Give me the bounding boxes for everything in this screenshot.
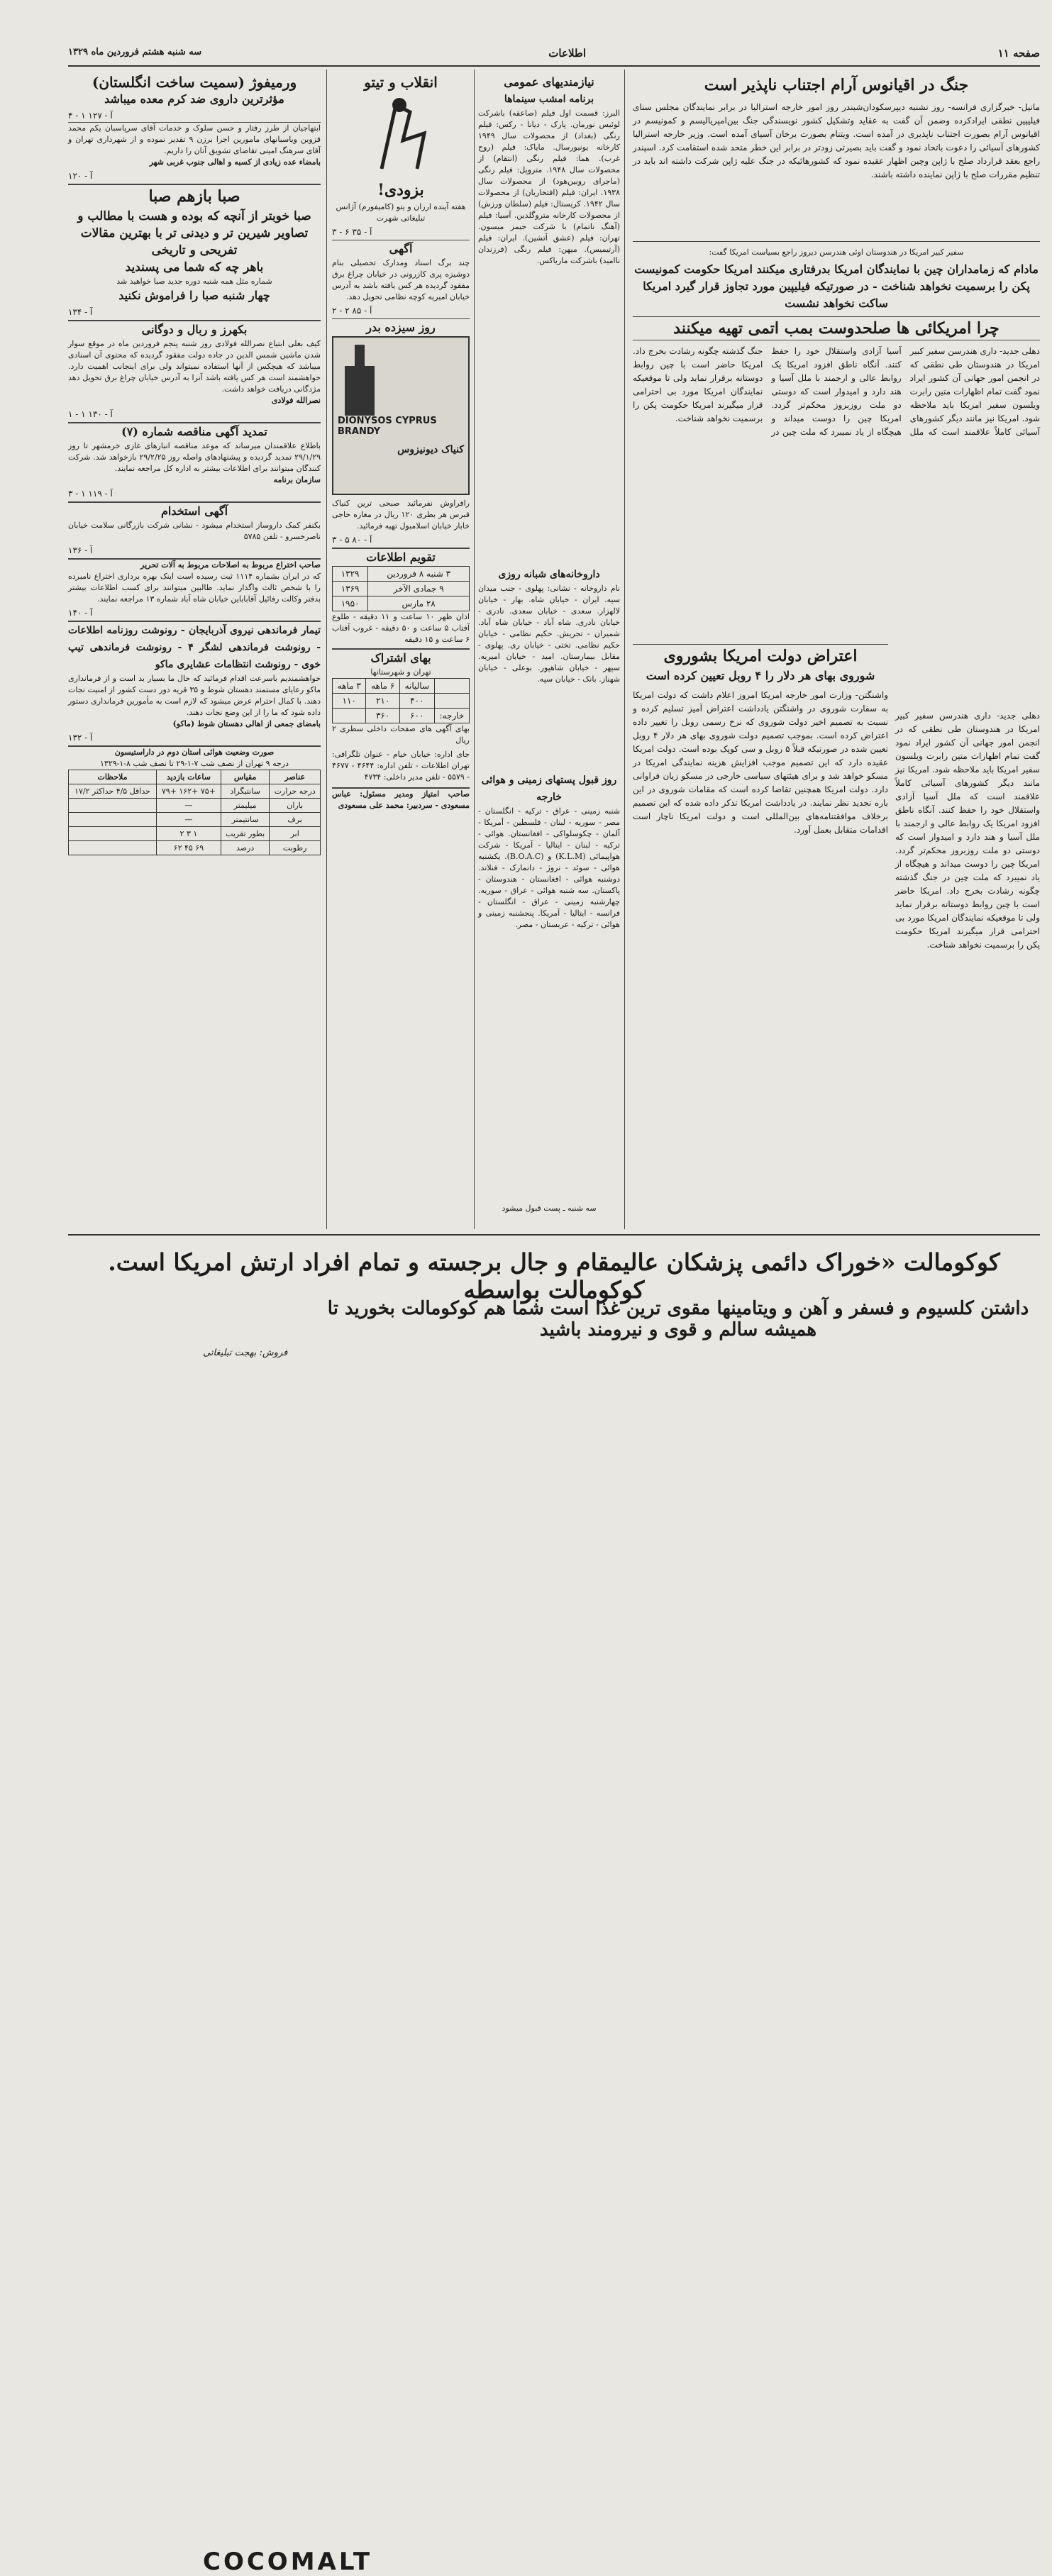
col-head: ۳ ماهه <box>333 679 366 694</box>
col-head: ۶ ماهه <box>366 679 399 694</box>
cell: سانتیگراد <box>221 784 270 799</box>
column-rule <box>326 70 327 1229</box>
weather-row <box>69 784 321 799</box>
ad-code: آ - ۱۴۰ <box>68 608 93 618</box>
cocomalt-logo: COCOMALT <box>203 2548 373 2576</box>
page-number: صفحه ۱۱ <box>997 47 1040 60</box>
weather-table <box>68 770 321 855</box>
pharmacy-listing: نام داروخانه - نشانی: پهلوی - جنب میدان سپه. ایران - خیابان شاه. بهار - خیابان لالهزار. سعدی - خیابان سعدی. نادری - خیابان نادری. شاه آباد - خیابان شاه آباد. شمیران - تجریش. حکیم نظامی - خیابان حکیم نظامی. تختی - خیابان ری. پهلوی - مقابل بیمارستان. امید - خیابان امیریه. سپهر - خیابان شاهپور. بوعلی - خیابان شهناز. بانک - خیابان سپه. <box>478 584 620 684</box>
ad-code: آ - ۱۳۰ ۱ - ۱ <box>68 409 113 419</box>
book-title: انقلاب و تیتو <box>364 74 438 91</box>
section-title: نیازمندیهای عمومی <box>504 75 594 89</box>
brandy-ad <box>332 336 470 495</box>
tito-illustration <box>332 91 470 176</box>
prayer-times: اذان ظهر ۱۰ ساعت و ۱۱ دقیقه - طلوع آفتاب ۵ ساعت و ۵۰ دقیقه - غروب آفتاب ۶ ساعت و ۱۵ دقیقه <box>332 612 470 644</box>
notice-title: صاحب اختراع مربوط به اصلاحات مربوط به آلات تحریر <box>68 558 321 571</box>
saba-title: صبا بازهم صبا <box>68 184 321 208</box>
cell <box>69 841 157 855</box>
price <box>333 709 366 723</box>
weather-subheading: درجه ۹ تهران از نصف شب ۷-۱-۲۹ تا نصف شب ۸-۱-۱۳۲۹ <box>100 759 289 768</box>
cell: — <box>156 813 221 827</box>
brand-name: DIONYSOS CYPRUS BRANDY <box>338 416 437 437</box>
page-header <box>68 44 1040 67</box>
notice-signature: بامضای جمعی از اهالی دهستان شوط (ماکو) <box>172 719 321 728</box>
col-head: ساعات بازدید <box>156 770 221 784</box>
cell: حداقل ۴/۵ حداکثر ۱۷/۲ <box>69 784 157 799</box>
cell: میلیمتر <box>221 799 270 813</box>
weather-row <box>69 841 321 855</box>
col-head: ملاحظات <box>69 770 157 784</box>
cell <box>69 799 157 813</box>
bottle-icon <box>340 345 383 416</box>
headline: اعتراض دولت امریکا بشوروی <box>633 644 888 667</box>
notice-body: خواهشمندیم باسرعت اقدام فرمائید که حال ما بسیار بد است و از فرمانداری ماکو رعایای مستمند دهستان شوط و ۳۵ قریه دور دست کشور از امنیت نجات دهند. با کمال احترام عرض میشود که لازم است به مأمورین فرمانداری دستور داده شود که ما را از این وضع نجات دهند. <box>68 674 321 717</box>
notice-signature: بامضاء عده زیادی از کسبه و اهالی جنوب غربی شهر <box>149 157 321 167</box>
price: ۴۰۰ <box>399 694 434 709</box>
calendar-table <box>332 566 470 611</box>
cell: +۷۵ +۱۶۲ +۷۹ <box>156 784 221 799</box>
ads-column <box>332 74 470 811</box>
cell: رطوبت <box>270 841 321 855</box>
cell: ۶۹ ۴۵ ۶۲ <box>156 841 221 855</box>
ad-line-1: کوکومالت «خوراک دائمی پزشکان عالیمقام و جال برجسته و تمام افراد ارتش امریکا است. کوکومالت بواسطه <box>108 1248 1000 1304</box>
weather-header-row <box>69 770 321 784</box>
cell: سانتیمتر <box>221 813 270 827</box>
ad-code: آ - ۱۳۲ <box>68 733 93 743</box>
headline: چرا امریکائی ها صلحدوست بمب اتمی تهیه میکنند <box>633 316 1040 340</box>
col-head: عناصر <box>270 770 321 784</box>
calendar-year: ۱۳۶۹ <box>333 582 368 596</box>
brand-name-fa: کنیاک دیونیزوس <box>397 444 464 455</box>
ad-code: آ - ۱۲۷ ۱ - ۴ <box>68 111 113 121</box>
brandy-text: رافراوش نفرمائید صبحی ترین کنیاک قبرس هر بطری ۱۲۰ ریال در مغازه حاجی خابار خیابان اسلامبول تهیه فرمائید. <box>332 499 470 531</box>
cell: درصد <box>221 841 270 855</box>
cell: — <box>156 799 221 813</box>
article-henderson <box>633 247 1040 657</box>
ad-code: آ - ۱۲۰ <box>68 171 93 181</box>
notice-title: تمدید آگهی مناقصه شماره (۷) <box>68 422 321 440</box>
issue-date: سه شنبه هشتم فروردین ماه ۱۳۲۹ <box>68 47 202 57</box>
calendar-row <box>333 567 470 582</box>
price: ۱۱۰ <box>333 694 366 709</box>
cell: بطور تقریب <box>221 827 270 841</box>
bottle-neck <box>355 345 365 366</box>
illustration-head <box>392 98 406 112</box>
post-listing: شنبه زمینی - عراق - ترکیه - انگلستان - مصر - سوریه - لبنان - فلسطین - آمریکا - آلمان - چکوسلواکی - افغانستان. هوائی - ترکیه - لبنان - ایتالیا - آمریکا - شرکت هواپیمائی (K.L.M) و (B.O.A.C). یکشنبه هوائی - سوئد - نروژ - دانمارک - فنلاند. دوشنبه هوائی - افغانستان - هندوستان - پاکستان. سه شنبه هوائی - عراق - سوریه. چهارشنبه زمینی - عراق - انگلستان - فرانسه - ایتالیا - آمریکا. پنجشنبه زمینی و هوائی - ترکیه - عربستان - مصر. <box>478 806 620 929</box>
classifieds-column <box>478 74 620 1214</box>
divider <box>633 241 1040 242</box>
notice-body: ابتهاجیان از طرز رفتار و حسن سلوک و خدمات آقای سرپاسبان یکم محمد قزوین ویاسبانهای مامورین اجرا برزن ۹ تقدیر نموده و از شهرداری تهران و آقای سرهنگ امینی تقاضای تشویق آنان را داریم. <box>68 123 321 155</box>
notice-body: چند برگ اسناد ومدارک تحصیلی بنام دوشیزه پری کازرونی در خیابان چراغ برق مفقود گردیده هر کس یافته باشد به آدرس خیابان امیریه کوچه نظامی تحویل دهد. <box>332 258 470 301</box>
notice-title: ورمیفوژ (سمیت ساخت انگلستان) <box>92 74 297 91</box>
calendar-year: ۱۹۵۰ <box>333 596 368 611</box>
owner-line: صاحب امتیاز ومدیر مسئول: عباس مسعودی - سردبیر: محمد علی مسعودی <box>332 787 470 811</box>
calendar-row <box>333 596 470 611</box>
weather-row <box>69 799 321 813</box>
ad-code: آ - ۱۳۴ <box>68 307 93 317</box>
notice-subtitle: مؤثرترین داروی ضد کرم معده میباشد <box>104 92 284 106</box>
col-head: مقیاس <box>221 770 270 784</box>
bottle-body <box>345 366 375 416</box>
notice-body: باطلاع علاقمندان میرساند که موعد مناقصه انبارهای غازی خرمشهر تا روز ۲۹/۱/۲۹ تمدید گردیده و پیشنهادهای واصله روز ۲۹/۲/۲۵ بازخواهد شد. شرکت کنندگان میتوانند برای اطلاعات بیشتر به اداره کل مراجعه نمایند. <box>68 441 321 473</box>
calendar-day: ۲۸ مارس <box>368 596 470 611</box>
saba-body: شماره مثل همه شنبه دوره جدید صبا خواهید شد <box>116 277 272 286</box>
cell: ابر <box>270 827 321 841</box>
ad-code: آ - ۱۱۹ ۱ - ۳ <box>68 489 113 499</box>
article-soviet-protest <box>633 644 888 1221</box>
cinema-heading: برنامه امشب سینماها <box>504 94 594 105</box>
pharmacy-heading: داروخانه‌های شبانه روزی <box>498 569 600 580</box>
cinema-listing: البرز: قسمت اول فیلم (صاعقه) باشرکت لوئیس نورمان. پارک - دیانا - رکس: فیلم رنگی (بغداد) از محصولات سال ۱۹۴۹ کارخانه یونیورسال. مایاک: فیلم (روح غرب). هما: فیلم رنگی (انتقام) از محصولات سال ۱۹۴۸. متروپل: فیلم رنگی (ماجرای روبین‌هود) از محصولات سال ۱۹۳۸. ایران: فیلم (افتخاریان) از محصولات سال ۱۹۴۲. کریستال: فیلم (سلطان ورزش) از محصولات کارخانه متروگلدین. آسیا: فیلم (آهنگ ناتمام) با شرکت جیمز میسون. تهران: فیلم (عشق آتشین). ایران: فیلم (آرتیمیس). میهن: فیلم رنگی (فرزندان ناامید) باشرکت ماریاکس. <box>478 109 620 265</box>
article-body: مانیل- خبرگزاری فرانسه- روز نشنبه دیپرسکودان‌شیندر روز امور خارجه استرالیا در برابر نمایندگان مجلس سنای فیلیپین نطقی ایرادکرده وضمن آن گفت به عقاید وتشکیل کشور نویسندگی جنگ بین‌امپریالیسم و کمونیسم در اقیانوس آرام بصورت اجتناب ناپذیری در آمده است. ویتنام بصورت برخان آسیای آمده است. وزیر خارجه استرالیا کشورهای آسیائی را دعوت باتحاد نمود و گفت باید بصیرتی زودتر در برابر این خطر متحد شده استقامت کرد. اسپندر راجع بعقد قرارداد صلح با ژاپن وچین اظهار عقیده نمود که کشورهائیکه در جنگ علیه ژاپن شرکت داشته اند باید در تنظیم مقررات صلح با ژاپن نماینده داشته باشند. <box>633 102 1040 179</box>
row-label: خارجه: <box>434 709 469 723</box>
ad-code: آ - ۸۵ ۲ - ۲ <box>332 306 372 316</box>
article-continuation <box>895 709 1040 1220</box>
ad-code: آ - ۸۰ ۵ - ۳ <box>332 535 372 545</box>
subscription-row <box>333 694 470 709</box>
ad-rates: بهای آگهی های صفحات داخلی سطری ۲ ریال <box>332 724 470 745</box>
cell: برف <box>270 813 321 827</box>
calendar-heading: تقویم اطلاعات <box>332 548 470 566</box>
cell: باران <box>270 799 321 813</box>
subscription-subheading: تهران و شهرستانها <box>370 667 431 677</box>
notice-body: که در ایران بشماره ۱۱۱۴ ثبت رسیده است اینک بهره برداری اختراع نامبرده را با شخص ثالث واگذار نماید. طالبین میتوانند برای کسب اطلاعات بیشتر بدفتر وکالت رفائیل آقاباباین خیابان شاه آباد شماره ۱۳ مراجعه نمایند. <box>68 572 321 604</box>
article-pacific-war <box>633 74 1040 182</box>
column-rule <box>624 70 625 1229</box>
calendar-day: ۹ جمادی الآخر <box>368 582 470 596</box>
ad-seller: فروش: بهجت تبلیغاتی <box>203 1348 288 1358</box>
cell <box>69 813 157 827</box>
article-body: واشنگتن- وزارت امور خارجه امریکا امروز اعلام داشت که دولت امریکا به سفارت شوروی در واشنگتن یادداشت اعتراض آمیز تسلیم کرده و نسبت به تصمیم اخیر دولت شوروی که نرخ رسمی روبل را تغییر داده اعتراض کرده است. بموجب تصمیم دولت شوروی بهای هر دلار ۴ روبل تعیین شده در صورتیکه قبلاً ۵ روبل و سی کوپک بوده است. دولت امریکا عقیده دارد که این تصمیم موجب افزایش هزینه نمایندگی امریکا در مسکو خواهد شد و برای هیئتهای سیاسی خارجی در مسکو زیان فراوانی دارد. دولت امریکا همچنین تقاضا کرده است که مقامات شوروی در این باره تجدید نظر نمایند. در یادداشت امریکا تذکر داده شده که این تصمیم برخلاف موافقتنامه‌های بین‌المللی است و دولت امریکا ناچار است اقدامات متقابل بعمل آورد. <box>633 690 888 835</box>
article-body: دهلی جدید- داری هندرسن سفیر کبیر امریکا در هندوستان طی نطقی که در انجمن امور جهانی آن کشور ایراد نمود گفت تمام اظهارات متین رابرت ویلسون سفیر امریکا باید ملاحظه شود. امریکا نیز مانند دیگر کشورهای آسیائی کاملاً علاقمند است که ملل آسیا آزادی واستقلال خود را حفظ کنند. آنگاه ناطق افزود امریکا یک روابط عالی و ارجمند با ملل آسیا و هند دارد و امیدوار است که دوستی دو ملت روزبروز محکم‌تر گردد. امریکا چین را دوست میداند و هیچگاه از یاد نمیبرد که ملت چین در جنگ گذشته چگونه رشادت بخرج داد. امریکا حاضر است با چین روابط دوستانه برقرار نماید ولی تا موقعیکه نمایندگان امریکا مورد بی احترامی قرار میگیرند امریکا حکومت پکن را برسمیت نخواهد شناخت. <box>895 711 1040 950</box>
notice-signature: سازمان برنامه <box>273 475 321 484</box>
subscription-table <box>332 678 470 723</box>
subscription-row <box>333 709 470 723</box>
subheadline: مادام که زمامداران چین با نمایندگان امریکا بدرفتاری میکنند امریکا حکومت کمونیست پکن را برسمیت نخواهد شناخت - در صورتیکه فیلیپین مورد تجاوز قرار گیرد امریکا ساکت نخواهد نشست <box>634 262 1039 310</box>
soon-body: هفته آینده ارزان و یتو (کامیفورم) آژانس تبلیغاتی شهرت <box>336 202 466 223</box>
notice-title: بکهرز و ربال و دوگانی <box>68 320 321 338</box>
soon-heading: بزودی! <box>377 181 424 199</box>
notice-title: تیمار فرماندهی نیروی آذربایجان - رونوشت روزنامه اطلاعات - رونوشت فرماندهی لشگر ۴ - رونوشت فرماندهی تیپ خوی - رونوشت انتظامات عشایری ماکو <box>68 621 321 673</box>
post-heading: روز قبول پستهای زمینی و هوائی خارجه <box>481 775 617 803</box>
post-footer: سه شنبه ـ پست قبول میشود <box>502 1204 597 1213</box>
ad-code: آ - ۱۳۶ <box>68 545 93 555</box>
saba-body: چهار شنبه صبا را فراموش نکنید <box>118 289 270 302</box>
notice-body: کیف بغلی ابتیاع نصرالله فولادی روز شنبه پنجم فروردین ماه در موقع سوار شدن ماشین شمس الدین در جاده دولت مفقود گردیده که محتوی آن اسنادی میباشد که هیچکس از آنها استفاده نمیتواند ولی برای اینجانب اهمیت دارد. خواهشمند است هر کس یافته باشد آنرا به آدرس خیابان چراغ برق تحویل دهد مژدگانی دریافت خواهد داشت. <box>68 339 321 394</box>
cell: ۱ ۳ ۲ <box>156 827 221 841</box>
price: ۳۶۰ <box>366 709 399 723</box>
col-head: سالیانه <box>399 679 434 694</box>
newspaper-name: اطلاعات <box>548 47 586 60</box>
notice-body: بکنفر کمک داروساز استخدام میشود - نشانی شرکت بازرگانی سلامت خیابان ناصرخسرو - تلفن ۵۷۸۵ <box>68 521 321 541</box>
saba-body: صبا خوبتر از آنچه که بوده و هست با مطالب و تصاویر شیرین تر و دیدنی تر با بهترین مقالات تفریحی و تاریخی <box>77 209 311 257</box>
notice-heading: آگهی <box>332 240 470 257</box>
price: ۲۱۰ <box>366 694 399 709</box>
calendar-row <box>333 582 470 596</box>
price: ۶۰۰ <box>399 709 434 723</box>
notice-signature: نصرالله فولادی <box>271 396 321 405</box>
saba-body: باهر چه که شما می پسندید <box>125 260 264 274</box>
headline: جنگ در اقیانوس آرام اجتناب ناپذیر است <box>704 76 969 94</box>
illustration-stroke <box>382 105 424 169</box>
subscription-header-row <box>333 679 470 694</box>
subscription-heading: بهای اشتراک <box>332 648 470 667</box>
calendar-year: ۱۳۲۹ <box>333 567 368 582</box>
weather-row <box>69 813 321 827</box>
ad-line-2: داشتن کلسیوم و فسفر و آهن و ویتامینها مقوی ترین غذا است شما هم کوکومالت بخورید تا همیشه سالم و قوی و نیرومند باشید <box>327 1298 1029 1340</box>
notice-title: آگهی استخدام <box>68 501 321 520</box>
cell <box>69 827 157 841</box>
weather-heading: صورت وضعیت هوائی استان دوم در داراستیسون <box>68 745 321 758</box>
kicker: سفیر کبیر امریکا در هندوستان اوئی هندرسن دیروز راجع بسیاست امریکا گفت: <box>709 248 964 257</box>
sizdah-heading: روز سیزده بدر <box>332 318 470 336</box>
article-body: دهلی جدید- داری هندرسن سفیر کبیر امریکا در هندوستان طی نطقی که در انجمن امور جهانی آن کشور ایراد نمود گفت تمام اظهارات متین رابرت ویلسون سفیر امریکا باید ملاحظه شود. امریکا نیز مانند دیگر کشورهای آسیائی کاملاً علاقمند است که ملل آسیا آزادی واستقلال خود را حفظ کنند. آنگاه ناطق افزود امریکا یک روابط عالی و ارجمند با ملل آسیا و هند دارد و امیدوار است که دوستی دو ملت روزبروز محکم‌تر گردد. امریکا چین را دوست میداند و هیچگاه از یاد نمیبرد که ملت چین در جنگ گذشته چگونه رشادت بخرج داد. امریکا حاضر است با چین روابط دوستانه برقرار نماید ولی تا موقعیکه نمایندگان امریکا مورد بی احترامی قرار میگیرند امریکا حکومت پکن را برسمیت نخواهد شناخت. <box>633 346 1040 437</box>
cocomalt-ad <box>68 1234 1040 2576</box>
calendar-day: ۳ شنبه ۸ فروردین <box>368 567 470 582</box>
office-address: جای اداره: خیابان خیام - عنوان تلگرافی: تهران اطلاعات - تلفن اداره: ۴۶۴۴ - ۴۶۷۷ - ۵۵۷۹ - تلفن مدیر داخلی: ۴۷۳۴ <box>332 750 470 782</box>
subheadline: شوروی بهای هر دلار را ۴ روبل تعیین کرده است <box>646 669 875 682</box>
cell: درجه حرارت <box>270 784 321 799</box>
ad-code: آ - ۳۵ ۶ - ۳ <box>332 227 372 237</box>
notices-column <box>68 74 321 855</box>
column-rule <box>474 70 475 1229</box>
weather-row <box>69 827 321 841</box>
